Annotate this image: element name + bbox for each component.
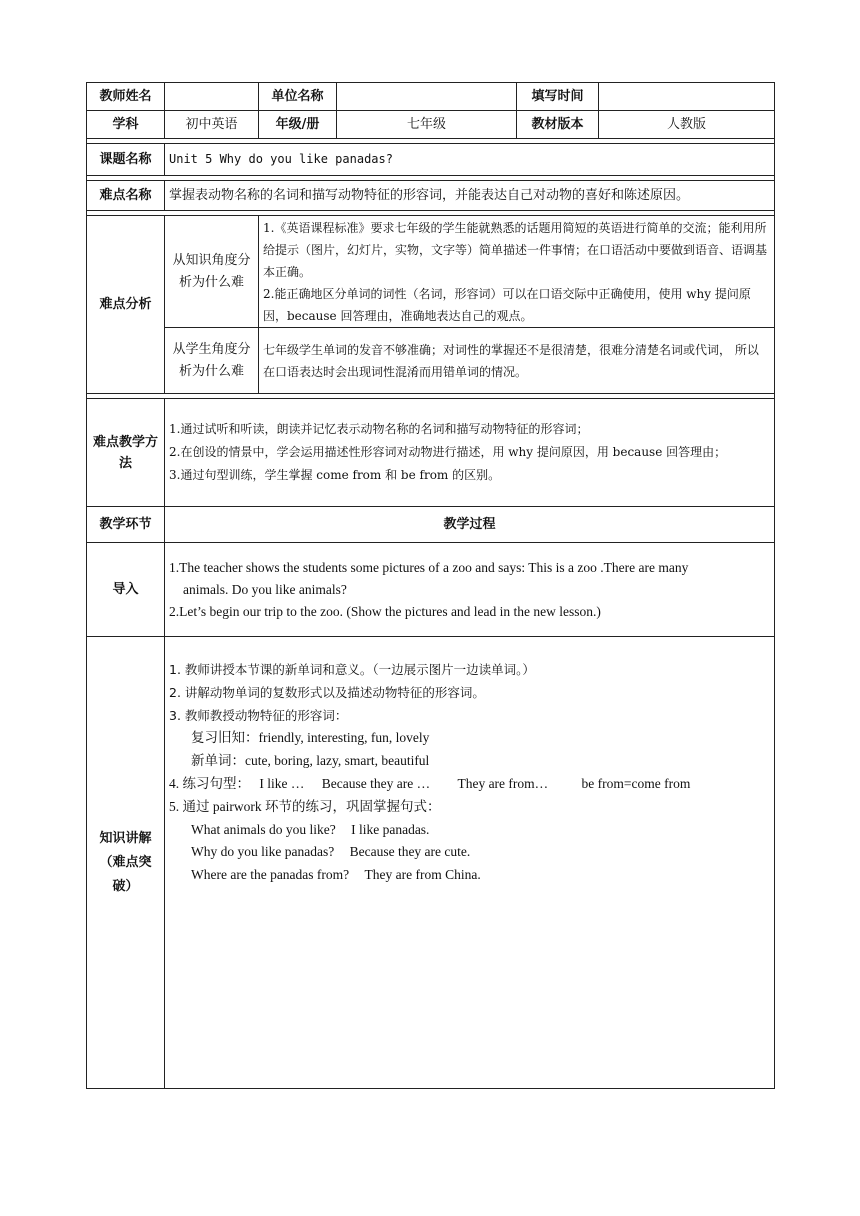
- unit-label: 单位名称: [259, 83, 337, 111]
- dialogue-1-answer: I like panadas.: [351, 821, 430, 837]
- subject-label: 学科: [87, 111, 165, 139]
- process-label: 教学过程: [165, 507, 775, 543]
- knowledge-line-1: 1.《英语课程标准》要求七年级的学生能就熟悉的话题用简短的英语进行简单的交流；能利用所给提示（图片，幻灯片，实物，文字等）简单描述一件事情；在口语活动中要做到语音、语调基本正确。: [263, 220, 768, 279]
- teacher-name-label: 教师姓名: [87, 83, 165, 111]
- subject-value: 初中英语: [165, 111, 259, 139]
- intro-label: 导入: [87, 543, 165, 637]
- dialogue-3-answer: They are from China.: [364, 867, 481, 883]
- dialogue-1-question: What animals do you like?: [191, 821, 336, 837]
- lesson-plan-sheet: [86, 82, 774, 1089]
- knowledge-text: [165, 637, 775, 1089]
- knowledge-item-3: 3. 教师教授动物特征的形容词：: [169, 707, 348, 723]
- row-analysis-student: [87, 328, 775, 394]
- pattern-3: They are from…: [457, 775, 549, 791]
- difficulty-label: 难点名称: [87, 181, 165, 211]
- topic-label: 课题名称: [87, 144, 165, 176]
- knowledge-angle-text: [259, 216, 775, 328]
- knowledge-item-4: [169, 773, 770, 796]
- teacher-name-value: [165, 83, 259, 111]
- knowledge-angle-label: 从知识角度分析为什么难: [165, 216, 259, 328]
- dialogue-1: [169, 819, 770, 842]
- fill-time-value: [599, 83, 775, 111]
- process-stage-label: 教学环节: [87, 507, 165, 543]
- textbook-value: 人教版: [599, 111, 775, 139]
- knowledge-line-2: 2.能正确地区分单词的词性（名词，形容词）可以在口语交际中正确使用，使用 why 提问原因，because 回答理由，准确地表达自己的观点。: [263, 286, 751, 323]
- row-analysis-knowledge: [87, 216, 775, 328]
- pattern-2: Because they are …: [321, 775, 431, 791]
- student-angle-text: 七年级学生单词的发音不够准确；对词性的掌握还不是很清楚，很难分清楚名词或代词， 所以在口语表达时会出现词性混淆而用错单词的情况。: [259, 328, 775, 394]
- review-words: 复习旧知：friendly, interesting, fun, lovely: [191, 730, 430, 746]
- dialogue-2: [169, 841, 770, 864]
- difficulty-value: 掌握表动物名称的名词和描写动物特征的形容词，并能表达自己对动物的喜好和陈述原因。: [165, 181, 775, 211]
- new-words: 新单词：cute, boring, lazy, smart, beautiful: [191, 753, 430, 769]
- pattern-4: be from=come from: [581, 775, 691, 791]
- grade-label: 年级/册: [259, 111, 337, 139]
- intro-line-2: 2.Let’s begin our trip to the zoo. (Show the pictures and lead in the new lesson.): [169, 603, 601, 619]
- row-topic: [87, 144, 775, 176]
- dialogue-3: [169, 864, 770, 887]
- topic-value: Unit 5 Why do you like panadas?: [165, 144, 775, 176]
- row-knowledge: [87, 637, 775, 1089]
- dialogue-2-answer: Because they are cute.: [349, 844, 471, 860]
- unit-value: [337, 83, 517, 111]
- row-difficulty: [87, 181, 775, 211]
- method-line-1: 1.通过试听和听读，朗读并记忆表示动物名称的名词和描写动物特征的形容词；: [169, 422, 589, 436]
- intro-line-1b: animals. Do you like animals?: [183, 581, 347, 597]
- row-subject: [87, 111, 775, 139]
- dialogue-2-question: Why do you like panadas?: [191, 844, 335, 860]
- knowledge-label: 知识讲解（难点突破）: [87, 637, 165, 1089]
- knowledge-item-1: 1. 教师讲授本节课的新单词和意义。（一边展示图片一边读单词。）: [169, 662, 535, 677]
- intro-text: [165, 543, 775, 637]
- method-text: [165, 399, 775, 507]
- knowledge-item-2: 2. 讲解动物单词的复数形式以及描述动物特征的形容词。: [169, 684, 485, 700]
- pattern-1: I like …: [259, 775, 305, 791]
- row-teacher: [87, 83, 775, 111]
- dialogue-3-question: Where are the panadas from?: [191, 867, 350, 883]
- textbook-label: 教材版本: [517, 111, 599, 139]
- analysis-label: 难点分析: [87, 216, 165, 394]
- lesson-plan-table: [86, 82, 775, 1089]
- pattern-prefix: 4. 练习句型：: [169, 775, 250, 791]
- row-process-header: [87, 507, 775, 543]
- fill-time-label: 填写时间: [517, 83, 599, 111]
- row-intro: [87, 543, 775, 637]
- knowledge-item-5: 5. 通过 pairwork 环节的练习，巩固掌握句式：: [169, 798, 441, 814]
- grade-value: 七年级: [337, 111, 517, 139]
- method-line-2: 2.在创设的情景中，学会运用描述性形容词对动物进行描述，用 why 提问原因，用 because 回答理由；: [169, 445, 727, 459]
- row-method: [87, 399, 775, 507]
- student-angle-label: 从学生角度分析为什么难: [165, 328, 259, 394]
- method-line-3: 3.通过句型训练，学生掌握 come from 和 be from 的区别。: [169, 468, 501, 482]
- method-label: 难点教学方法: [87, 399, 165, 507]
- intro-line-1: 1.The teacher shows the students some pictures of a zoo and says: This is a zoo .There are many: [169, 559, 689, 575]
